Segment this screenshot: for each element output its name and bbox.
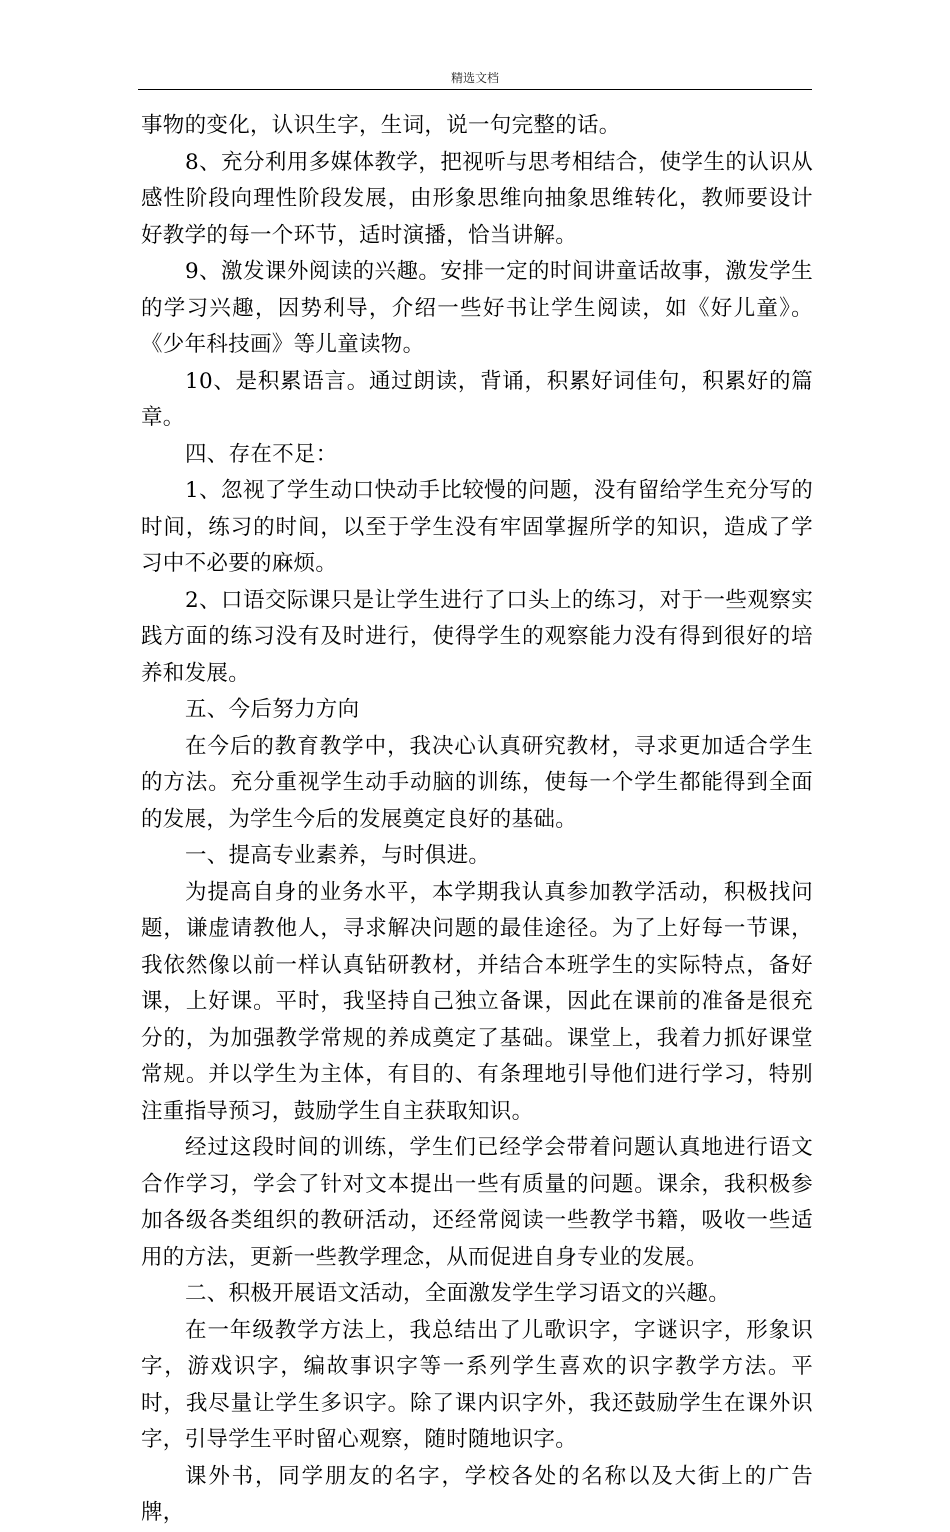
document-body (141, 108, 813, 1532)
paragraph: 课外书，同学朋友的名字，学校各处的名称以及大街上的广告牌， (141, 1463, 813, 1525)
section-heading: 四、存在不足： (185, 441, 338, 467)
paragraph: 10、是积累语言。通过朗读，背诵，积累好词佳句，积累好的篇章。 (141, 368, 813, 430)
paragraph: 8、充分利用多媒体教学，把视听与思考相结合，使学生的认识从感性阶段向理性阶段发展，由形象思维向抽象思维转化，教师要设计好教学的每一个环节，适时演播，恰当讲解。 (141, 149, 813, 248)
paragraph: 在一年级教学方法上，我总结出了儿歌识字，字谜识字，形象识字，游戏识字，编故事识字等一系列学生喜欢的识字教学方法。平时，我尽量让学生多识字。除了课内识字外，我还鼓励学生在课外识字，引导学生平时留心观察，随时随地识字。 (141, 1317, 813, 1452)
paragraph: 事物的变化，认识生字，生词，说一句完整的话。 (141, 113, 621, 138)
header-divider (138, 89, 812, 90)
page-header: 精选文档 (450, 71, 499, 85)
paragraph: 为提高自身的业务水平，本学期我认真参加教学活动，积极找问题，谦虚请教他人，寻求解决问题的最佳途径。为了上好每一节课，我依然像以前一样认真钻研教材，并结合本班学生的实际特点，备好课，上好课。平时，我坚持自己独立备课，因此在课前的准备是很充分的，为加强教学常规的养成奠定了基础。课堂上，我着力抓好课堂常规。并以学生为主体，有目的、有条理地引导他们进行学习，特别注重指导预习，鼓励学生自主获取知识。 (141, 879, 813, 1124)
paragraph: 经过这段时间的训练，学生们已经学会带着问题认真地进行语文合作学习，学会了针对文本提出一些有质量的问题。课余，我积极参加各级各类组织的教研活动，还经常阅读一些教学书籍，吸收一些适用的方法，更新一些教学理念，从而促进自身专业的发展。 (141, 1135, 813, 1270)
section-heading: 一、提高专业素养，与时俱进。 (185, 843, 491, 868)
paragraph: 1、忽视了学生动口快动手比较慢的问题，没有留给学生充分写的时间，练习的时间，以至于学生没有牢固掌握所学的知识，造成了学习中不必要的麻烦。 (141, 478, 813, 576)
paragraph: 9、激发课外阅读的兴趣。安排一定的时间讲童话故事，激发学生的学习兴趣，因势利导，介绍一些好书让学生阅读，如《好儿童》。《少年科技画》等儿童读物。 (141, 259, 813, 357)
paragraph: 在今后的教育教学中，我决心认真研究教材，寻求更加适合学生的方法。充分重视学生动手动脑的训练，使每一个学生都能得到全面的发展，为学生今后的发展奠定良好的基础。 (141, 733, 813, 832)
section-heading: 五、今后努力方向 (185, 697, 360, 722)
paragraph: 2、口语交际课只是让学生进行了口头上的练习，对于一些观察实践方面的练习没有及时进行，使得学生的观察能力没有得到很好的培养和发展。 (141, 587, 813, 686)
section-heading: 二、积极开展语文活动，全面激发学生学习语文的兴趣。 (185, 1281, 731, 1306)
